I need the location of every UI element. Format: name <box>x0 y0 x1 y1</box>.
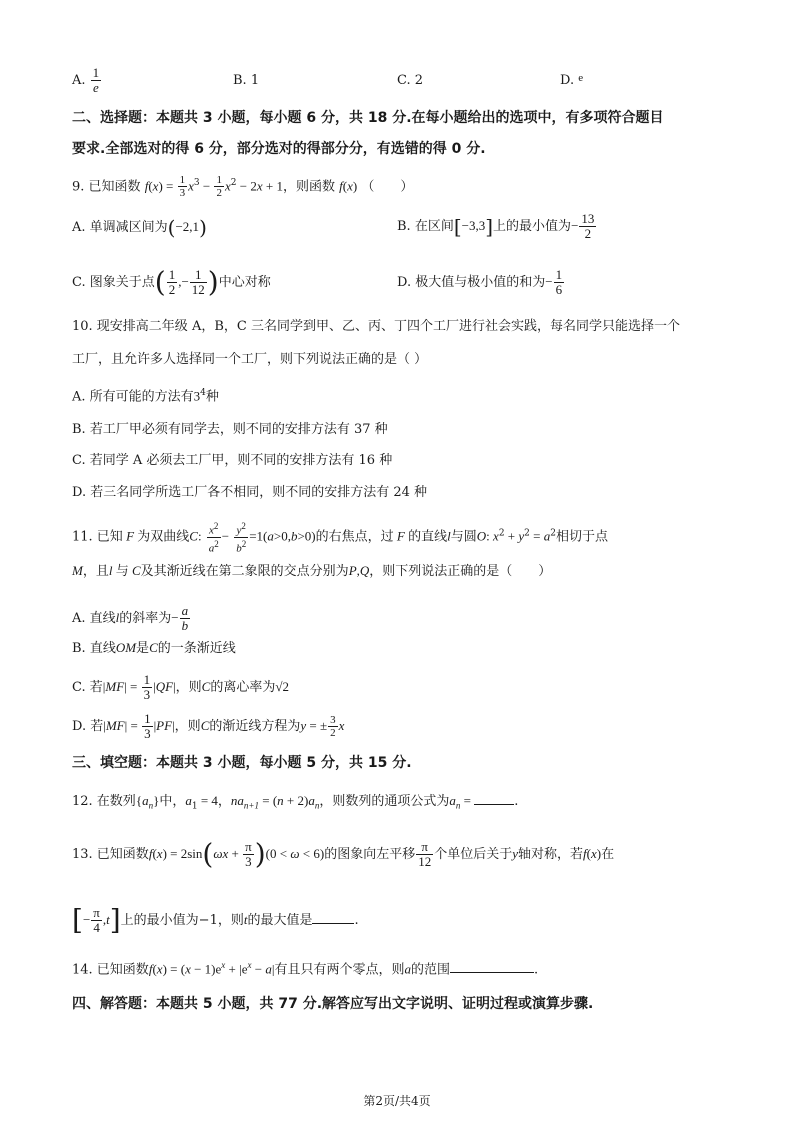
q8-option-a: A. $\frac{1}{e}$ <box>72 65 100 95</box>
q13-stem-line1: 13. 已知函数f(x) = 2sin(ωx + $\frac{\pi}{3}$ )(0 < ω < 6)的图象向左平移 $\frac{\pi}{12}$ 个单位后关于y轴对称，若f(x)在 <box>72 837 615 871</box>
q9-option-a: A. 单调减区间为(−2,1) <box>72 215 207 240</box>
q12-stem: 12. 在数列$\{a_n\}$中，$a_1 = 4$，$na_{n+1} = (n + 2)a_n$，则数列的通项公式为$a_n$ = . <box>72 790 518 816</box>
section4-heading: 四、解答题：本题共 5 小题，共 77 分.解答应写出文字说明、证明过程或演算步骤. <box>72 996 594 1012</box>
q8-option-b: B. 1 <box>233 73 260 88</box>
section2-heading-line1: 二、选择题：本题共 3 小题，每小题 6 分，共 18 分.在每小题给出的选项中，有多项符合题目 <box>72 110 664 126</box>
page-footer: 第2页/共4页 <box>363 1094 431 1108</box>
q9-option-b: B. 在区间[−3,3]上的最小值为− $\frac{13}{2}$ <box>397 211 595 241</box>
q10-option-a: A. 所有可能的方法有$3^4$种 <box>72 388 219 405</box>
q11-option-b: B. 直线OM是C的一条渐近线 <box>72 640 236 656</box>
q11-option-d: D. 若|MF| = $\frac{1}{3}$ |PF|，则C的渐近线方程为y = ± $\frac{3}{2}$ x <box>72 711 345 741</box>
q8-option-c: C. 2 <box>397 73 424 88</box>
q11-stem-line2: M，且l 与 C及其渐近线在第二象限的交点分别为P,Q，则下列说法正确的是（ ） <box>72 563 552 579</box>
q9-option-d: D. 极大值与极小值的和为− $\frac{1}{6}$ <box>397 267 563 297</box>
section2-heading-line2: 要求.全部选对的得 6 分，部分选对的得部分分，有选错的得 0 分. <box>72 141 486 157</box>
section3-heading: 三、填空题：本题共 3 小题，每小题 5 分，共 15 分. <box>72 755 412 771</box>
q10-option-c: C. 若同学 A 必须去工厂甲，则不同的安排方法有 16 种 <box>72 453 393 468</box>
q10-stem-line2: 工厂，且允许多人选择同一个工厂，则下列说法正确的是（ ） <box>72 352 428 367</box>
q10-option-b: B. 若工厂甲必须有同学去，则不同的安排方法有 37 种 <box>72 422 388 437</box>
q9-option-c: C. 图象关于点( $\frac{1}{2}$ ,− $\frac{1}{12}$ )中心对称 <box>72 265 271 299</box>
q14-stem: 14. 已知函数$f(x) = (x - 1)e^x + |e^x - a|$有且只有两个零点，则a的范围 . <box>72 960 539 978</box>
q11-option-a: A. 直线l的斜率为− $\frac{a}{b}$ <box>72 603 189 633</box>
q13-stem-line2: [− $\frac{\pi}{4}$ ,t]上的最小值为−1，则t的最大值是 . <box>72 903 359 937</box>
q10-option-d: D. 若三名同学所选工厂各不相同，则不同的安排方法有 24 种 <box>72 485 428 500</box>
q9-stem: 9. 已知函数 f(x) = $\frac{1}{3}$ $x^3$ − $\frac{1}{2}$ $x^2 - 2x + 1$，则函数 f(x) （ ） <box>72 174 414 200</box>
q11-stem-line1: 11. 已知 F 为双曲线C: $\frac{x^2}{a^2}$ − $\frac{y^2}{b^2}$ =1(a>0,b>0)的右焦点，过 F 的直线l与圆O: $x^2 + y^2 = a^2$相切于点 <box>72 521 608 555</box>
q11-option-c: C. 若|MF| = $\frac{1}{3}$ |QF|，则C的离心率为√2 <box>72 672 289 702</box>
q8-option-d: D. $^e$ <box>560 72 584 88</box>
q10-stem-line1: 10. 现安排高二年级 A，B，C 三名同学到甲、乙、丙、丁四个工厂进行社会实践，每名同学只能选择一个 <box>72 319 680 334</box>
